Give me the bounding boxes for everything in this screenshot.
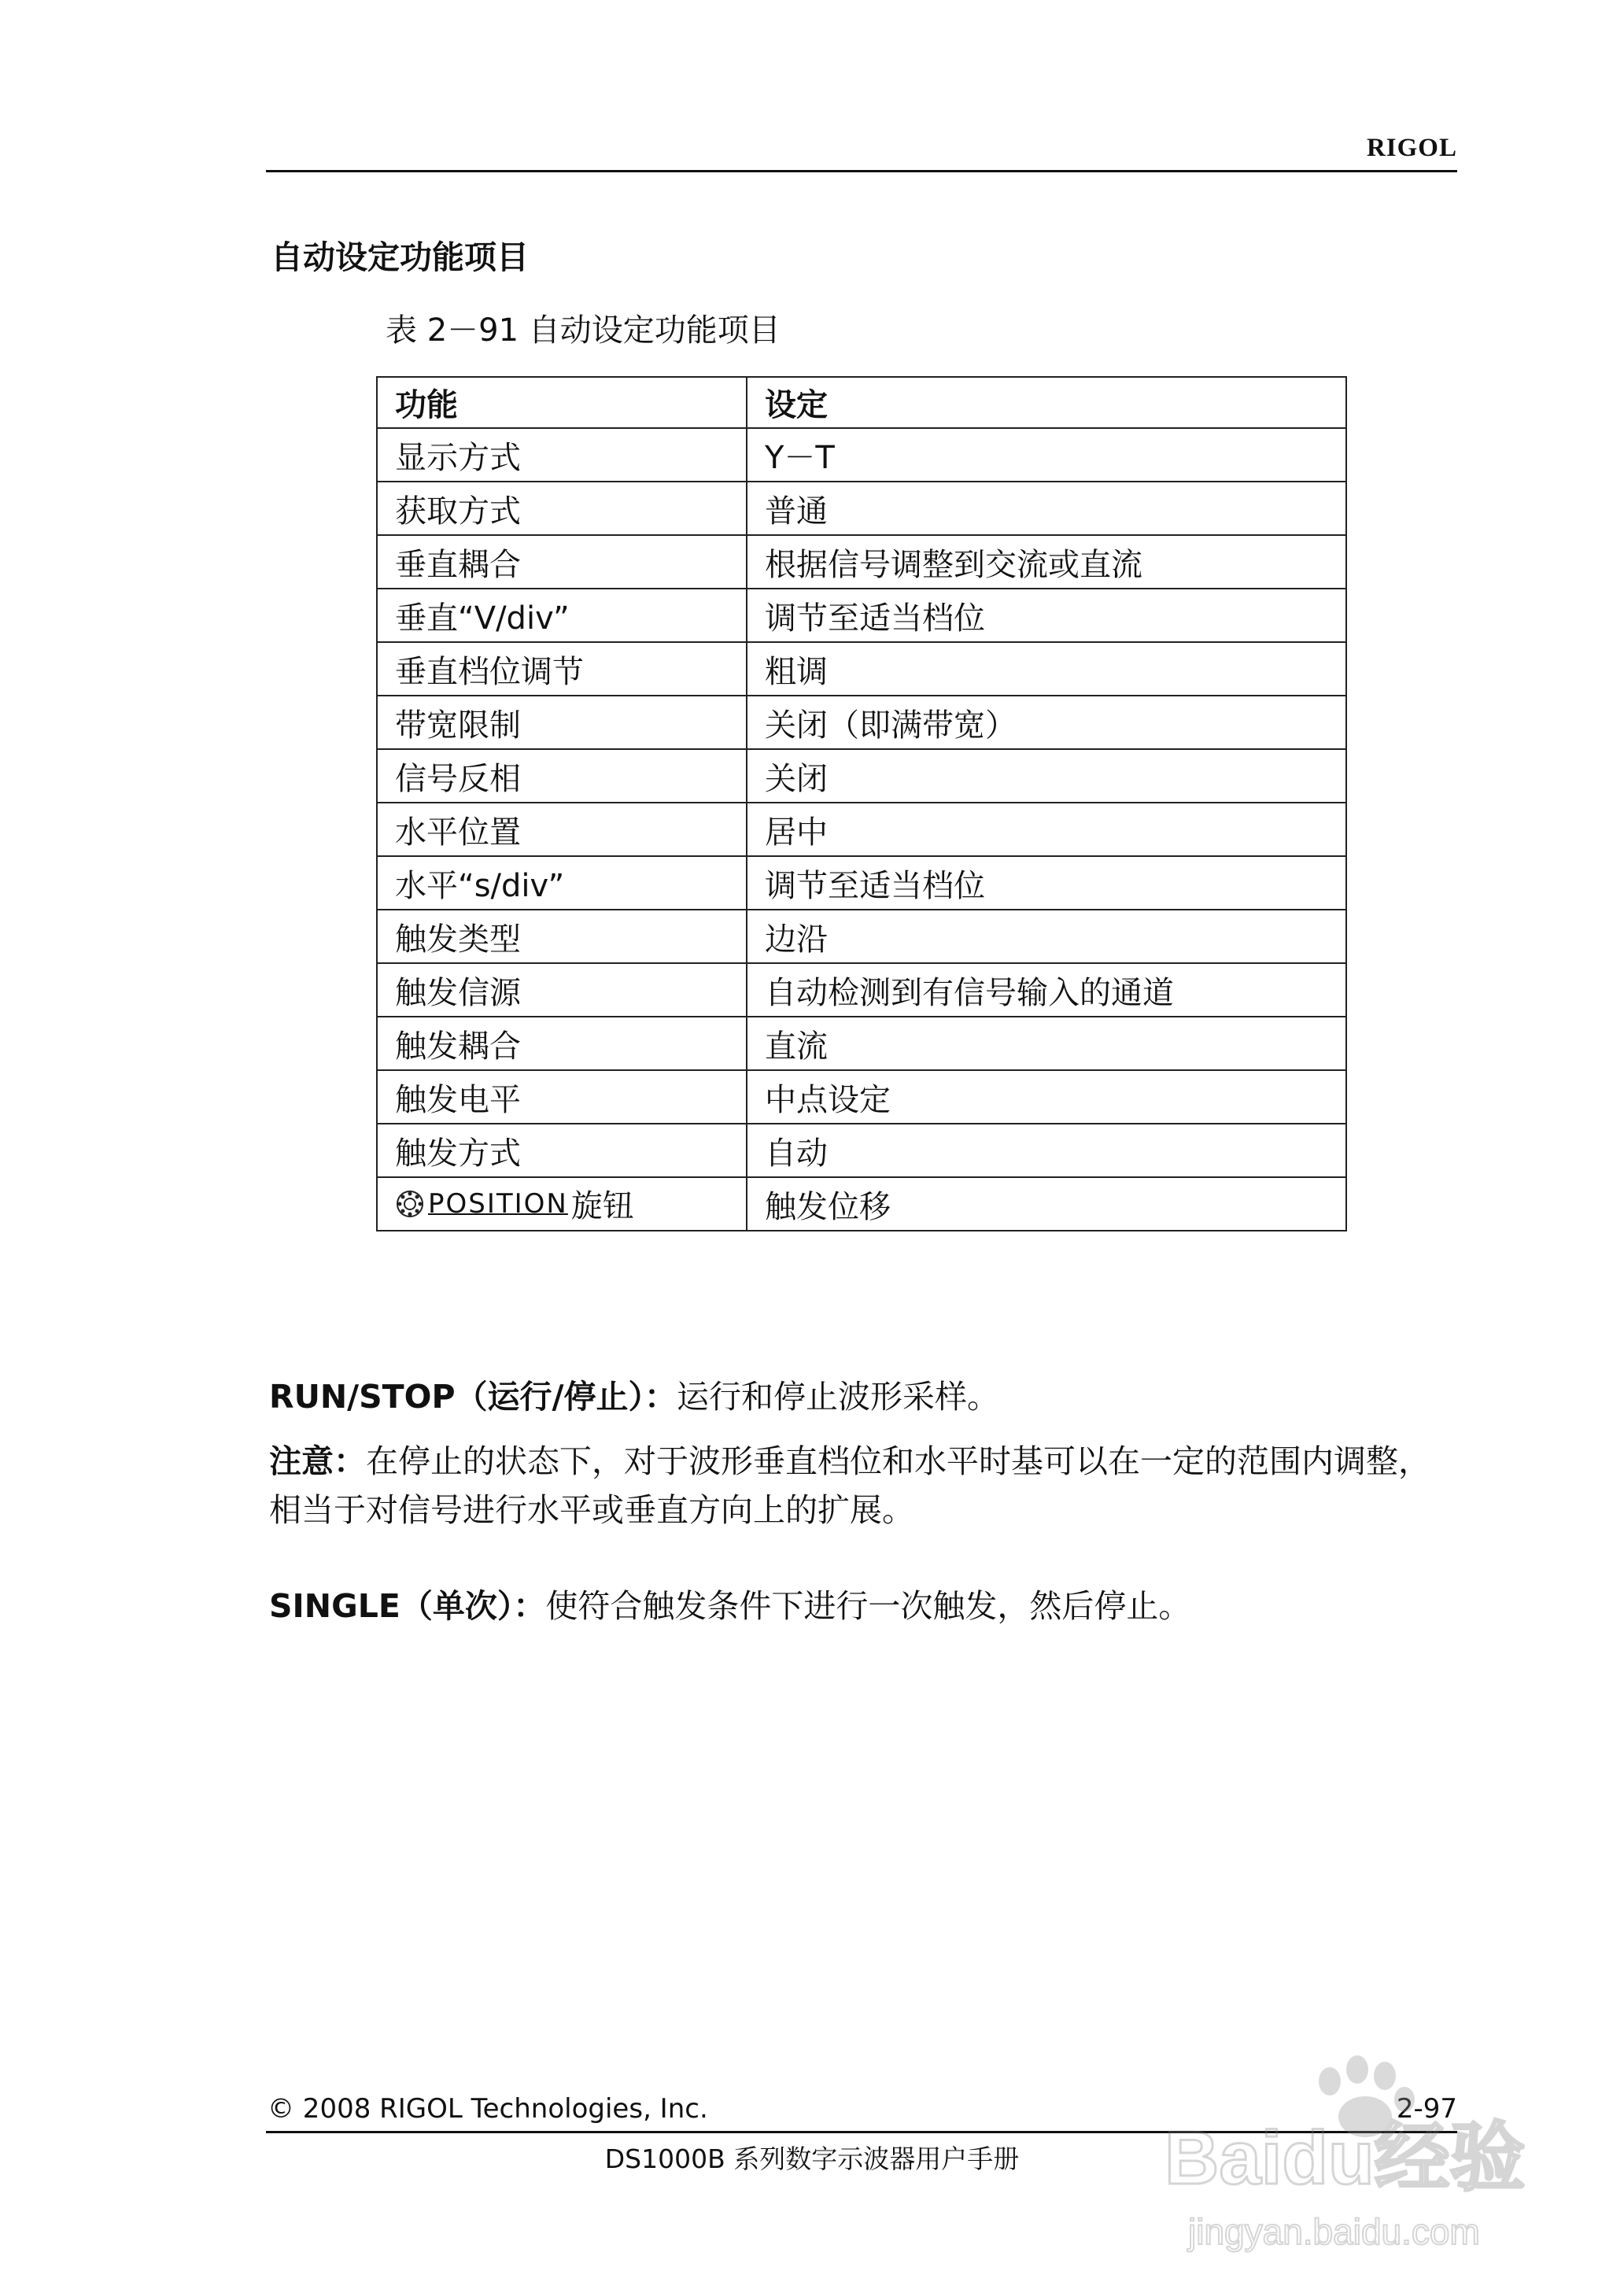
table-row	[377, 1070, 1346, 1124]
table-row	[377, 963, 1346, 1017]
table-row	[377, 642, 1346, 696]
function-cell: 获取方式	[377, 482, 747, 535]
table-row	[377, 696, 1346, 749]
baidu-watermark	[1133, 2038, 1574, 2266]
function-cell: 触发方式	[377, 1124, 747, 1177]
single-term: SINGLE（单次）：	[269, 1587, 546, 1625]
table-row	[377, 535, 1346, 589]
section-title: 自动设定功能项目	[271, 238, 529, 276]
setting-cell: 自动检测到有信号输入的通道	[747, 963, 1346, 1017]
setting-cell: 居中	[747, 803, 1346, 856]
function-cell: 信号反相	[377, 749, 747, 803]
run-stop-term: RUN/STOP（运行/停止）：	[269, 1378, 677, 1416]
footer-copyright: © 2008 RIGOL Technologies, Inc.	[268, 2093, 708, 2125]
header-rule	[266, 170, 1457, 172]
setting-cell: 根据信号调整到交流或直流	[747, 535, 1346, 589]
note-line-1: 在停止的状态下，对于波形垂直档位和水平时基可以在一定的范围内调整，	[366, 1442, 1430, 1480]
function-cell: 水平“s/div”	[377, 856, 747, 910]
function-cell: 触发耦合	[377, 1017, 747, 1070]
setting-cell: 关闭（即满带宽）	[747, 696, 1346, 749]
table-row	[377, 482, 1346, 535]
single-desc: 使符合触发条件下进行一次触发，然后停止。	[545, 1587, 1191, 1625]
function-cell: 触发类型	[377, 910, 747, 963]
table-header-row	[377, 377, 1346, 428]
function-cell: 触发信源	[377, 963, 747, 1017]
footer-manual-title: DS1000B 系列数字示波器用户手册	[604, 2143, 1020, 2174]
setting-cell: 自动	[747, 1124, 1346, 1177]
setting-cell: 调节至适当档位	[747, 589, 1346, 642]
knob-suffix: 旋钮	[570, 1188, 634, 1225]
function-cell: 水平位置	[377, 803, 747, 856]
function-cell: 带宽限制	[377, 696, 747, 749]
knob-icon	[395, 1189, 425, 1219]
watermark-url: jingyan.baidu.com	[1188, 2211, 1480, 2252]
table-row	[377, 856, 1346, 910]
setting-cell: 调节至适当档位	[747, 856, 1346, 910]
run-stop-paragraph	[269, 1372, 999, 1421]
note-paragraph	[269, 1437, 1430, 1534]
setting-cell: 粗调	[747, 642, 1346, 696]
page-number: 2-97	[1396, 2093, 1457, 2125]
table-caption: 表 2－91 自动设定功能项目	[386, 312, 781, 349]
setting-cell: 触发位移	[747, 1177, 1346, 1231]
setting-cell: 关闭	[747, 749, 1346, 803]
setting-cell: 中点设定	[747, 1070, 1346, 1124]
table-row	[377, 589, 1346, 642]
column-header-function: 功能	[377, 377, 747, 428]
watermark-brand: Baidu经验	[1164, 2116, 1526, 2200]
table-row	[377, 1124, 1346, 1177]
table-row	[377, 1017, 1346, 1070]
function-cell: 垂直档位调节	[377, 642, 747, 696]
note-line-2: 相当于对信号进行水平或垂直方向上的扩展。	[269, 1491, 914, 1529]
setting-cell: Y－T	[747, 428, 1346, 482]
position-knob-label: POSITION	[428, 1187, 568, 1220]
brand-logo: RIGOL	[1366, 134, 1457, 162]
table-row	[377, 749, 1346, 803]
autoset-table	[376, 376, 1347, 1231]
note-term: 注意：	[269, 1442, 366, 1480]
table-row	[377, 803, 1346, 856]
table-row	[377, 910, 1346, 963]
setting-cell: 边沿	[747, 910, 1346, 963]
function-cell: 触发电平	[377, 1070, 747, 1124]
function-cell: 垂直“V/div”	[377, 589, 747, 642]
table-row	[377, 1177, 1346, 1231]
single-paragraph	[269, 1582, 1190, 1630]
setting-cell: 直流	[747, 1017, 1346, 1070]
table-row	[377, 428, 1346, 482]
run-stop-desc: 运行和停止波形采样。	[677, 1378, 1000, 1416]
function-cell: 垂直耦合	[377, 535, 747, 589]
setting-cell: 普通	[747, 482, 1346, 535]
column-header-setting: 设定	[747, 377, 1346, 428]
function-cell: 显示方式	[377, 428, 747, 482]
function-cell	[377, 1177, 747, 1231]
